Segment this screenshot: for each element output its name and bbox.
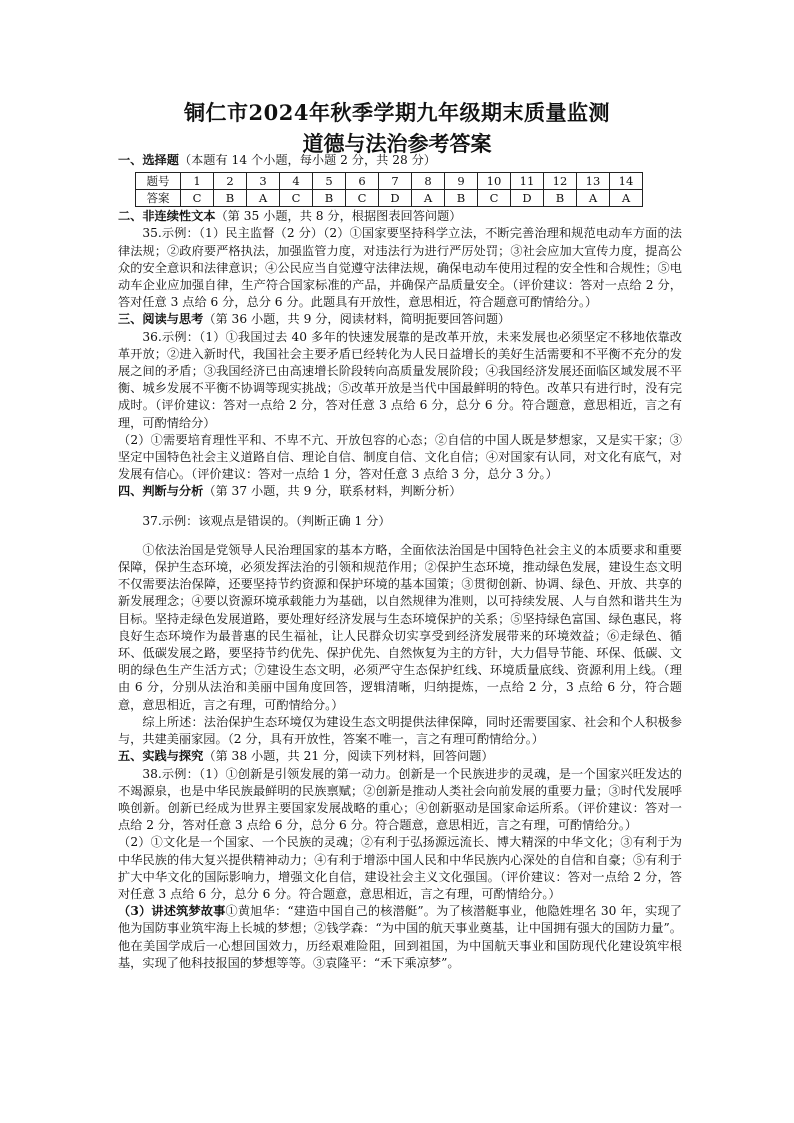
q37-summary: 综上所述：法治保护生态环境仅为建设生态文明提供法律保障，同时还需要国家、社会和个人积极参与，共建美丽家园。（2 分，具有开放性，答案不唯一，言之有理可酌情给分。）: [118, 714, 682, 747]
section-2-heading: 二、非连续性文本（第 35 小题，共 8 分，根据图表回答问题）: [118, 209, 462, 224]
answer-cell: A: [577, 190, 610, 207]
answer-cell: C: [181, 190, 214, 207]
question-number-cell: 13: [577, 173, 610, 190]
answer-cell: A: [610, 190, 643, 207]
answer-cell: C: [478, 190, 511, 207]
page-subtitle: 道德与法治参考答案: [302, 131, 492, 156]
q38-part1: 38.示例：（1）①创新是引领发展的第一动力。创新是一个民族进步的灵魂，是一个国家兴旺发达的不竭源泉，也是中华民族最鲜明的民族禀赋；②创新是推动人类社会向前发展的重要力量；③时代发展呼唤创新。创新已经成为世界主要国家发展战略的重心；④创新驱动是国家命运所系。（评价建议：答对一点给 2 分，答对任意 3 点给 6 分，总分 6 分。符合题意，意思相近，言之有理，可酌情给分。）: [118, 766, 682, 833]
table-header-cell: 答案: [136, 190, 181, 207]
section-5-heading: 五、实践与探究（第 38 小题，共 21 分，阅读下列材料，回答问题）: [118, 749, 494, 764]
page-title: 铜仁市2024年秋季学期九年级期末质量监测: [184, 100, 610, 125]
section-1-heading: 一、选择题（本题有 14 个小题，每小题 2 分，共 28 分）: [118, 153, 436, 167]
q38-part3: （3）讲述筑梦故事①黄旭华：“建造中国自己的核潜艇”。为了核潜艇事业，他隐姓埋名 30 年，实现了他为国防事业筑牢海上长城的梦想；②钱学森：“为中国的航天事业奠基，让中国拥有强大的国防力量”。他在美国学成后一心想回国效力，历经艰难险阻，回到祖国，为中国航天事业和国防现代化建设筑牢根基，实现了他科技报国的梦想等等。③袁隆平：“禾下乘凉梦”。: [118, 904, 682, 970]
q38-part2: （2）①文化是一个国家、一个民族的灵魂；②有利于弘扬源远流长、博大精深的中华文化；③有利于为中华民族的伟大复兴提供精神动力；④有利于增添中国人民和中华民族内心深处的自信和自豪；⑤有利于扩大中华文化的国际影响力，增强文化自信，建设社会主义文化强国。（评价建议：答对一点给 2 分，答对任意 3 点给 6 分，总分 6 分。符合题意，意思相近，言之有理，可酌情给分。）: [118, 835, 682, 901]
question-number-cell: 8: [412, 173, 445, 190]
question-number-cell: 9: [445, 173, 478, 190]
answer-cell: D: [379, 190, 412, 207]
answer-cell: B: [445, 190, 478, 207]
answer-cell: B: [214, 190, 247, 207]
section-4-heading: 四、判断与分析（第 37 小题，共 9 分，联系材料，判断分析）: [118, 484, 462, 499]
table-row: [136, 173, 643, 190]
answer-cell: C: [280, 190, 313, 207]
question-number-cell: 4: [280, 173, 313, 190]
answer-content: [118, 152, 682, 972]
table-row: [136, 190, 643, 207]
table-header-cell: 题号: [136, 173, 181, 190]
q36-part2: （2）①需要培育理性平和、不卑不亢、开放包容的心态；②自信的中国人既是梦想家，又是实干家；③坚定中国特色社会主义道路自信、理论自信、制度自信、文化自信；④对国家有认同，对文化有底气，对发展有信心。（评价建议：答对一点给 1 分，答对任意 3 点给 3 分，总分 3 分。）: [118, 432, 682, 482]
q36-part1: 36.示例：（1）①我国过去 40 多年的快速发展靠的是改革开放，未来发展也必须坚定不移地依靠改革开放；②进入新时代，我国社会主要矛盾已经转化为人民日益增长的美好生活需要和不平衡不充分的发展之间的矛盾；③我国经济已由高速增长阶段转向高质量发展阶段；④我国经济发展还面临区域发展不平衡、城乡发展不平衡不协调等现实挑战；⑤改革开放是当代中国最鲜明的特色。改革只有进行时，没有完成时。（评价建议：答对一点给 2 分，答对任意 3 点给 6 分，总分 6 分。符合题意，意思相近，言之有理，可酌情给分）: [118, 329, 682, 430]
question-number-cell: 5: [313, 173, 346, 190]
answer-cell: D: [511, 190, 544, 207]
answer-table: [135, 172, 643, 207]
question-number-cell: 2: [214, 173, 247, 190]
answer-cell: B: [544, 190, 577, 207]
q35-answer: 35.示例：（1）民主监督（2 分）（2）①国家要坚持科学立法，不断完善治理和规范电动车方面的法律法规；②政府要严格执法，加强监管力度，对违法行为进行严厉处罚；③社会应加大宣传力度，提高公众的安全意识和法律意识；④公民应当自觉遵守法律法规，确保电动车使用过程的安全性和合规性；⑤电动车企业应加强自律，生产符合国家标准的产品，并确保产品质量安全。（评价建议：答对一点给 2 分，答对任意 3 点给 6 分，总分 6 分。此题具有开放性，意思相近，符合题意可酌情给分。）: [118, 226, 682, 310]
question-number-cell: 6: [346, 173, 379, 190]
answer-cell: B: [313, 190, 346, 207]
question-number-cell: 3: [247, 173, 280, 190]
answer-cell: A: [412, 190, 445, 207]
answer-cell: A: [247, 190, 280, 207]
q37-judgement: 37.示例：该观点是错误的。（判断正确 1 分）: [142, 513, 391, 528]
section-3-heading: 三、阅读与思考（第 36 小题，共 9 分，阅读材料，简明扼要回答问题）: [118, 312, 511, 327]
question-number-cell: 10: [478, 173, 511, 190]
q37-reasoning: ①依法治国是党领导人民治理国家的基本方略，全面依法治国是中国特色社会主义的本质要求和重要保障，保护生态环境，必须发挥法治的引领和规范作用；②保护生态环境，推动绿色发展，建设生态文明不仅需要法治保障，还要坚持节约资源和保护环境的基本国策；③贯彻创新、协调、绿色、开放、共享的新发展理念；④要以资源环境承载能力为基础，以自然规律为准则，以可持续发展、人与自然和谐共生为目标。坚持走绿色发展道路，要处理好经济发展与生态环境保护的关系；⑤坚持绿色富国、绿色惠民，将良好生态环境作为最普惠的民生福祉，让人民群众切实享受到经济发展带来的环境效益；⑥走绿色、循环、低碳发展之路，要坚持节约优先、保护优先、自然恢复为主的方针，大力倡导节能、环保、低碳、文明的绿色生产生活方式；⑦建设生态文明，必须严守生态保护红线、环境质量底线、资源利用上线。（理由 6 分，分别从法治和美丽中国角度回答，逻辑清晰，归纳提炼，一点给 2 分，3 点给 6 分，符合题意，意思相近，言之有理，可酌情给分。）: [118, 542, 682, 712]
question-number-cell: 12: [544, 173, 577, 190]
answer-cell: C: [346, 190, 379, 207]
question-number-cell: 11: [511, 173, 544, 190]
question-number-cell: 7: [379, 173, 412, 190]
question-number-cell: 14: [610, 173, 643, 190]
question-number-cell: 1: [181, 173, 214, 190]
